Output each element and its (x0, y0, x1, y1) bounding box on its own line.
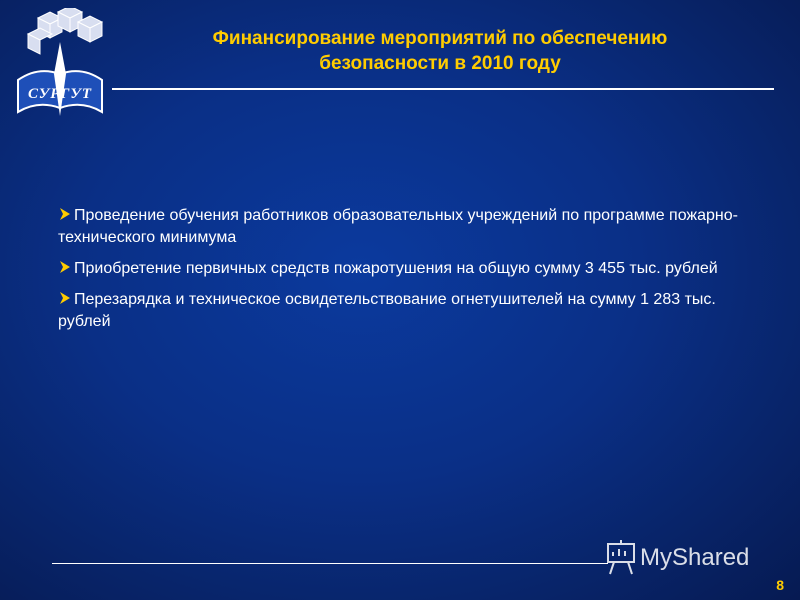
footer-divider (52, 563, 608, 564)
arrow-bullet-icon (58, 260, 72, 274)
bullet-list (58, 205, 758, 342)
watermark-text: MyShared (640, 544, 750, 571)
title-line-2: безопасности в 2010 году (319, 53, 561, 74)
logo-text: СУРГУТ (27, 86, 93, 102)
title-divider (112, 88, 774, 90)
presentation-board-icon (608, 540, 634, 574)
bullet-item-2 (58, 258, 758, 280)
bullet-text-2: Приобретение первичных средств пожаротушения на общую сумму 3 455 тыс. рублей (74, 260, 718, 277)
bullet-item-3 (58, 289, 758, 333)
bullet-text-1: Проведение обучения работников образовательных учреждений по программе пожарно-технического минимума (58, 207, 738, 246)
slide-title (120, 26, 760, 76)
university-logo-icon (8, 8, 108, 120)
bullet-item-1 (58, 205, 758, 249)
bullet-text-3: Перезарядка и техническое освидетельствование огнетушителей на сумму 1 283 тыс. рублей (58, 291, 716, 330)
page-number: 8 (776, 577, 784, 593)
title-line-1: Финансирование мероприятий по обеспечению (212, 28, 668, 49)
arrow-bullet-icon (58, 291, 72, 305)
watermark (604, 538, 780, 578)
arrow-bullet-icon (58, 207, 72, 221)
